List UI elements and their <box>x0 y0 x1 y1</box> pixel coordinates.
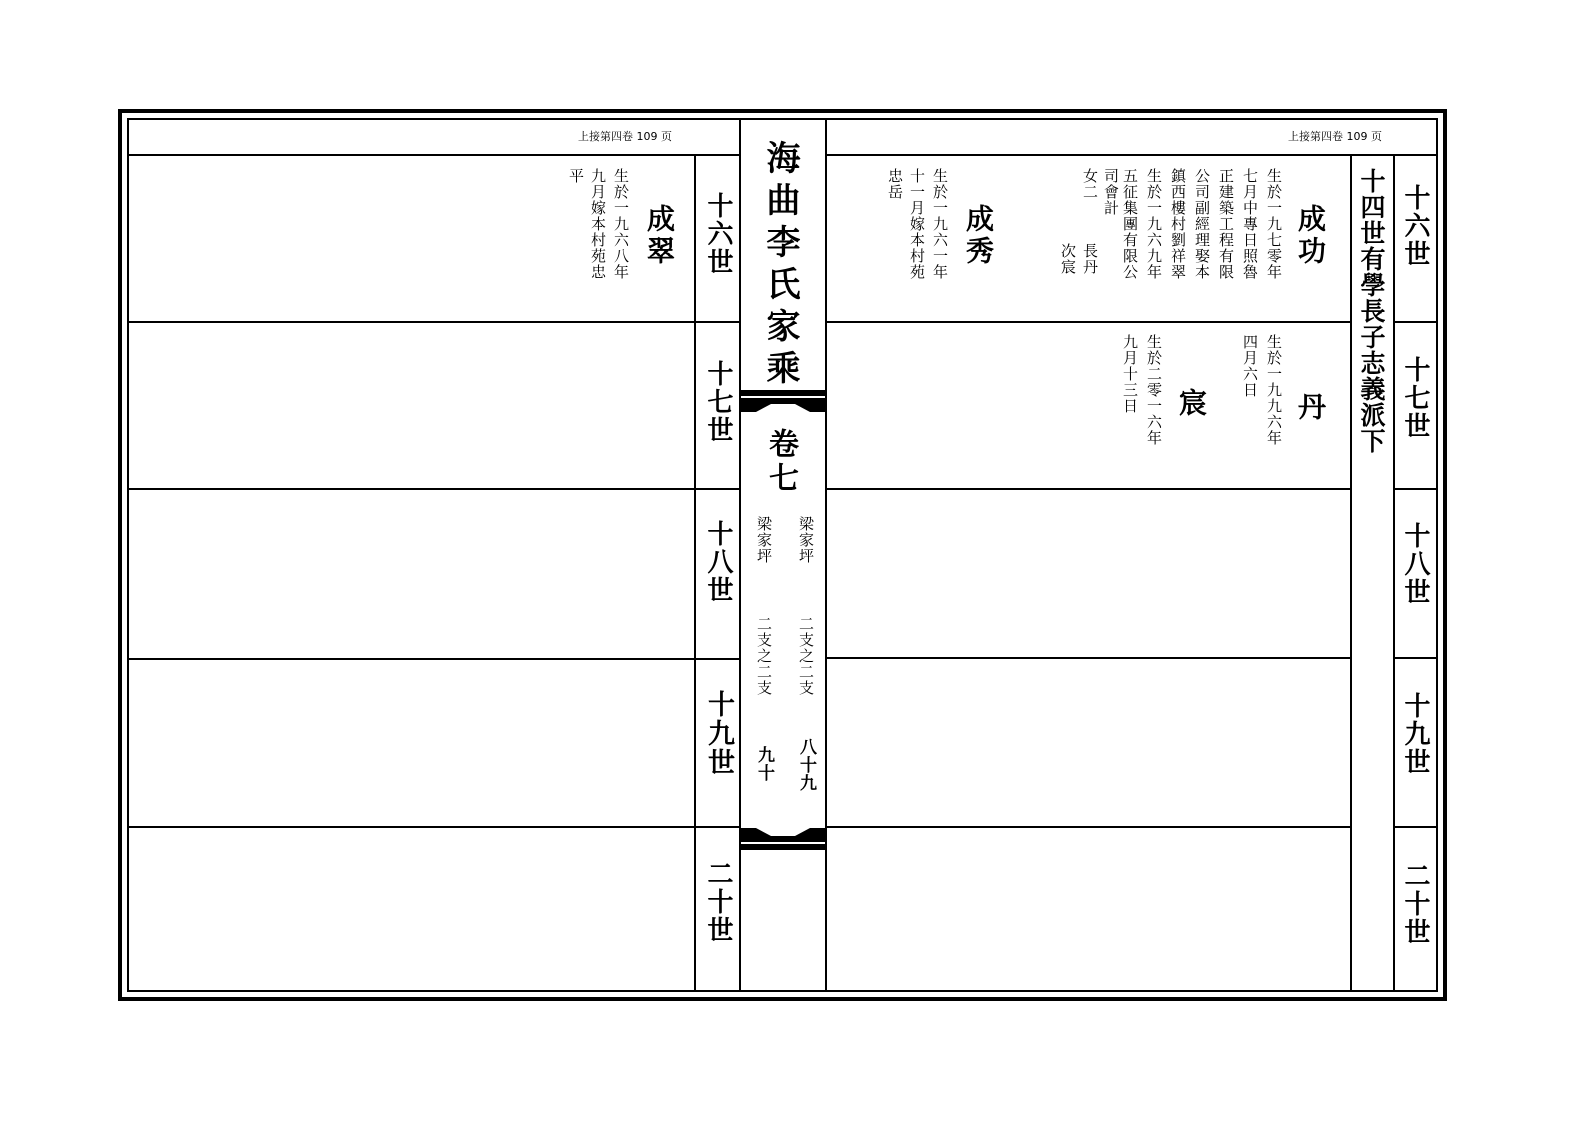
right-row-rule-4 <box>827 826 1350 828</box>
gen-col-left-border <box>1393 154 1395 992</box>
entry-chen-name: 宸 <box>1175 388 1208 420</box>
entry-chengcui-name: 成翠 <box>643 204 676 268</box>
spine-left-border <box>739 118 741 992</box>
left-gen-col-border <box>694 154 696 992</box>
right-row-rule-2 <box>827 488 1350 490</box>
right-gen-rule-1 <box>1395 321 1438 323</box>
entry-chen-line-1: 生於二零一六年 <box>1145 334 1163 446</box>
entry-chenggong-child-1: 長丹 <box>1081 243 1099 275</box>
entry-chenggong-line-4: 公司副經理娶本 <box>1193 168 1211 280</box>
spine-page-right: 八十九 <box>796 738 816 792</box>
entry-chenggong-line-1: 生於一九七零年 <box>1265 168 1283 280</box>
entry-chenggong-child-3: 女二 <box>1081 168 1099 200</box>
spine-branch-right: 二支之二支 <box>797 616 815 696</box>
right-gen-16: 十六世 <box>1400 184 1430 268</box>
branch-col-left-border <box>1350 154 1352 992</box>
spine-branch-left: 二支之二支 <box>755 616 773 696</box>
spine-chevron-top <box>741 404 825 420</box>
left-gen-19: 十九世 <box>703 690 734 777</box>
left-gen-16: 十六世 <box>703 192 733 276</box>
entry-chengcui-line-3: 平 <box>567 168 585 184</box>
right-header-note: 上接第四卷 109 页 <box>1288 130 1382 143</box>
entry-chenggong-line-6: 生於一九六九年 <box>1145 168 1163 280</box>
left-gen-17: 十七世 <box>703 360 733 444</box>
entry-chengxiu-line-2: 十一月嫁本村苑 <box>908 168 926 280</box>
entry-chengxiu-name: 成秀 <box>962 204 995 268</box>
entry-chenggong-line-7: 五征集團有限公 <box>1121 168 1139 280</box>
spine-chevron-bottom <box>741 820 825 836</box>
right-gen-17: 十七世 <box>1400 356 1430 440</box>
spine-right-border <box>825 118 827 992</box>
branch-title: 十四世有學長子志義派下 <box>1357 168 1386 454</box>
entry-chengxiu-line-3: 忠岳 <box>886 168 904 200</box>
entry-chengxiu-line-1: 生於一九六一年 <box>931 168 949 280</box>
left-header-rule <box>127 154 739 156</box>
spine-place-right: 梁家坪 <box>797 516 815 564</box>
entry-chenggong-line-5: 鎮西樓村劉祥翠 <box>1169 168 1187 280</box>
left-row-rule-3 <box>127 658 739 660</box>
entry-chenggong-line-2: 七月中專日照魯 <box>1241 168 1259 280</box>
entry-dan-name: 丹 <box>1294 392 1327 424</box>
right-row-rule-3 <box>827 657 1350 659</box>
spine-page-left: 九十 <box>754 746 774 782</box>
entry-chenggong-child-2: 次宸 <box>1059 243 1077 275</box>
entry-dan-line-2: 四月六日 <box>1241 334 1259 398</box>
entry-dan-line-1: 生於一九九六年 <box>1265 334 1283 446</box>
spine-volume: 卷七 <box>763 428 798 496</box>
entry-chenggong-line-8: 司會計 <box>1102 168 1120 216</box>
right-gen-20: 二十世 <box>1400 862 1430 946</box>
entry-chenggong-line-3: 正建築工程有限 <box>1217 168 1235 280</box>
right-header-rule <box>827 154 1438 156</box>
spine-title: 海曲李氏家乘 <box>760 140 800 392</box>
left-header-note: 上接第四卷 109 页 <box>578 130 672 143</box>
right-gen-18: 十八世 <box>1400 522 1430 606</box>
left-row-rule-4 <box>127 826 739 828</box>
right-gen-rule-2 <box>1395 488 1438 490</box>
right-row-rule-1 <box>827 321 1350 323</box>
entry-chengcui-line-2: 九月嫁本村苑忠 <box>589 168 607 280</box>
left-gen-18: 十八世 <box>703 520 733 604</box>
entry-chen-line-2: 九月十三日 <box>1121 334 1139 414</box>
spine-band-bottom-b <box>741 844 825 850</box>
right-gen-19: 十九世 <box>1400 692 1430 776</box>
spine-place-left: 梁家坪 <box>755 516 773 564</box>
left-row-rule-1 <box>127 321 739 323</box>
entry-chenggong-name: 成功 <box>1294 204 1327 268</box>
entry-chengcui-line-1: 生於一九六八年 <box>612 168 630 280</box>
right-gen-rule-3 <box>1395 657 1438 659</box>
left-gen-20: 二十世 <box>703 860 733 944</box>
left-row-rule-2 <box>127 488 739 490</box>
right-gen-rule-4 <box>1395 826 1438 828</box>
